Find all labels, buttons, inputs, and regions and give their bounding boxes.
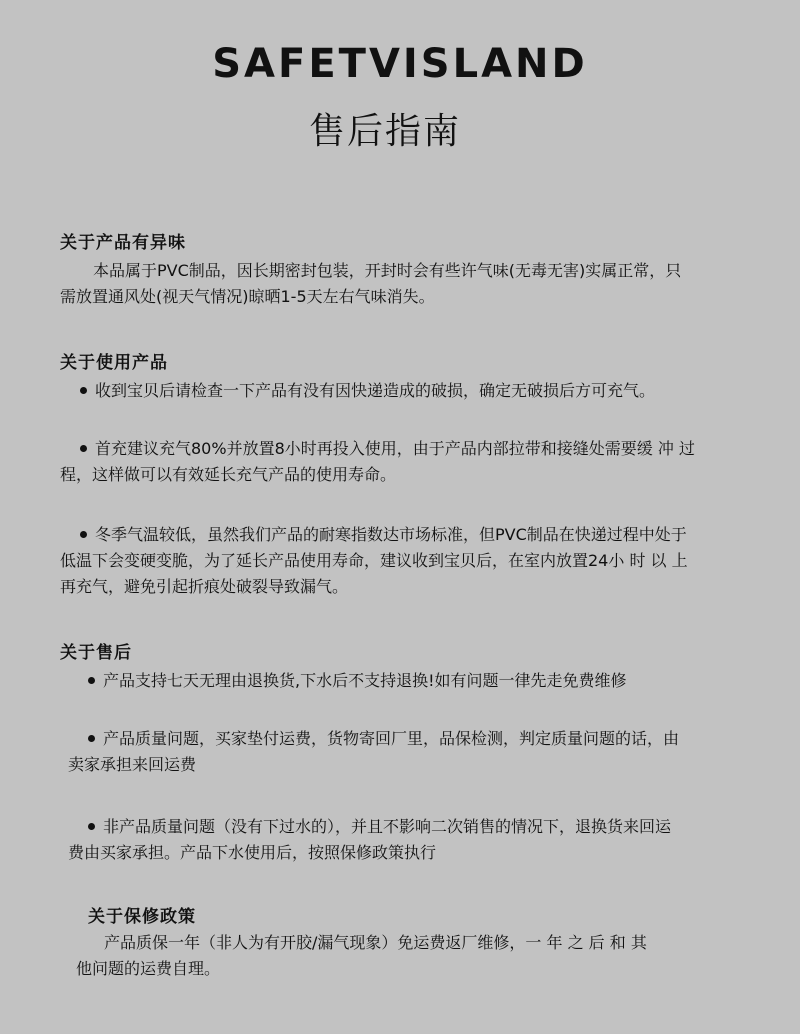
bullet-icon: [88, 677, 95, 684]
list-item: [60, 378, 655, 404]
list-item: [60, 814, 671, 866]
section-title-warranty: 关于保修政策: [88, 907, 196, 927]
list-item: [60, 668, 627, 694]
list-item-line: [60, 726, 679, 752]
list-item-text: 产品质量问题，买家垫付运费，货物寄回厂里，品保检测，判定质量问题的话，由: [103, 729, 680, 748]
list-item-line: [60, 436, 695, 462]
list-item-text: 首充建议充气80%并放置8小时再投入使用，由于产品内部拉带和接缝处需要缓 冲 过: [95, 439, 695, 458]
list-item-line: [60, 522, 688, 548]
paragraph-odor: [60, 258, 681, 310]
section-title-odor: 关于产品有异味: [60, 233, 186, 253]
page-title: 售后指南: [308, 111, 461, 152]
paragraph-warranty: [76, 930, 647, 982]
paragraph-line: 需放置通风处(视天气情况)晾晒1-5天左右气味消失。: [60, 287, 435, 306]
bullet-icon: [80, 445, 87, 452]
list-item-text: 低温下会变硬变脆，为了延长产品使用寿命，建议收到宝贝后，在室内放置24小 时 以 上: [60, 551, 688, 570]
paragraph-line: 产品质保一年（非人为有开胶/漏气现象）免运费返厂维修，一 年 之 后 和 其: [104, 933, 647, 952]
brand-logo-text: SAFETVISLAND: [212, 41, 588, 87]
paragraph-line: 他问题的运费自理。: [76, 959, 221, 978]
bullet-icon: [80, 531, 87, 538]
list-item: [60, 522, 688, 600]
list-item-text: 费由买家承担。产品下水使用后，按照保修政策执行: [68, 843, 437, 862]
list-item-text: 卖家承担来回运费: [68, 755, 197, 774]
paragraph-line: 本品属于PVC制品，因长期密封包装，开封时会有些许气味(无毒无害)实属正常，只: [93, 261, 682, 280]
list-item-text: 程，这样做可以有效延长充气产品的使用寿命。: [60, 465, 397, 484]
list-item-text: 再充气，避免引起折痕处破裂导致漏气。: [60, 577, 349, 596]
list-item: [60, 726, 679, 778]
bullet-icon: [88, 823, 95, 830]
list-item-text: 冬季气温较低，虽然我们产品的耐寒指数达市场标准，但PVC制品在快递过程中处于: [95, 525, 687, 544]
list-item-text: 非产品质量问题（没有下过水的），并且不影响二次销售的情况下，退换货来回运: [103, 817, 672, 836]
list-item-line: [60, 814, 671, 840]
list-item: [60, 436, 695, 488]
list-item-text: 产品支持七天无理由退换货,下水后不支持退换!如有问题一律先走免费维修: [103, 671, 627, 690]
list-item-line: [60, 668, 627, 694]
bullet-icon: [88, 735, 95, 742]
section-title-usage: 关于使用产品: [60, 353, 168, 373]
list-item-line: [60, 378, 655, 404]
section-title-aftersale: 关于售后: [60, 643, 132, 663]
bullet-icon: [80, 387, 87, 394]
list-item-text: 收到宝贝后请检查一下产品有没有因快递造成的破损，确定无破损后方可充气。: [95, 381, 656, 400]
